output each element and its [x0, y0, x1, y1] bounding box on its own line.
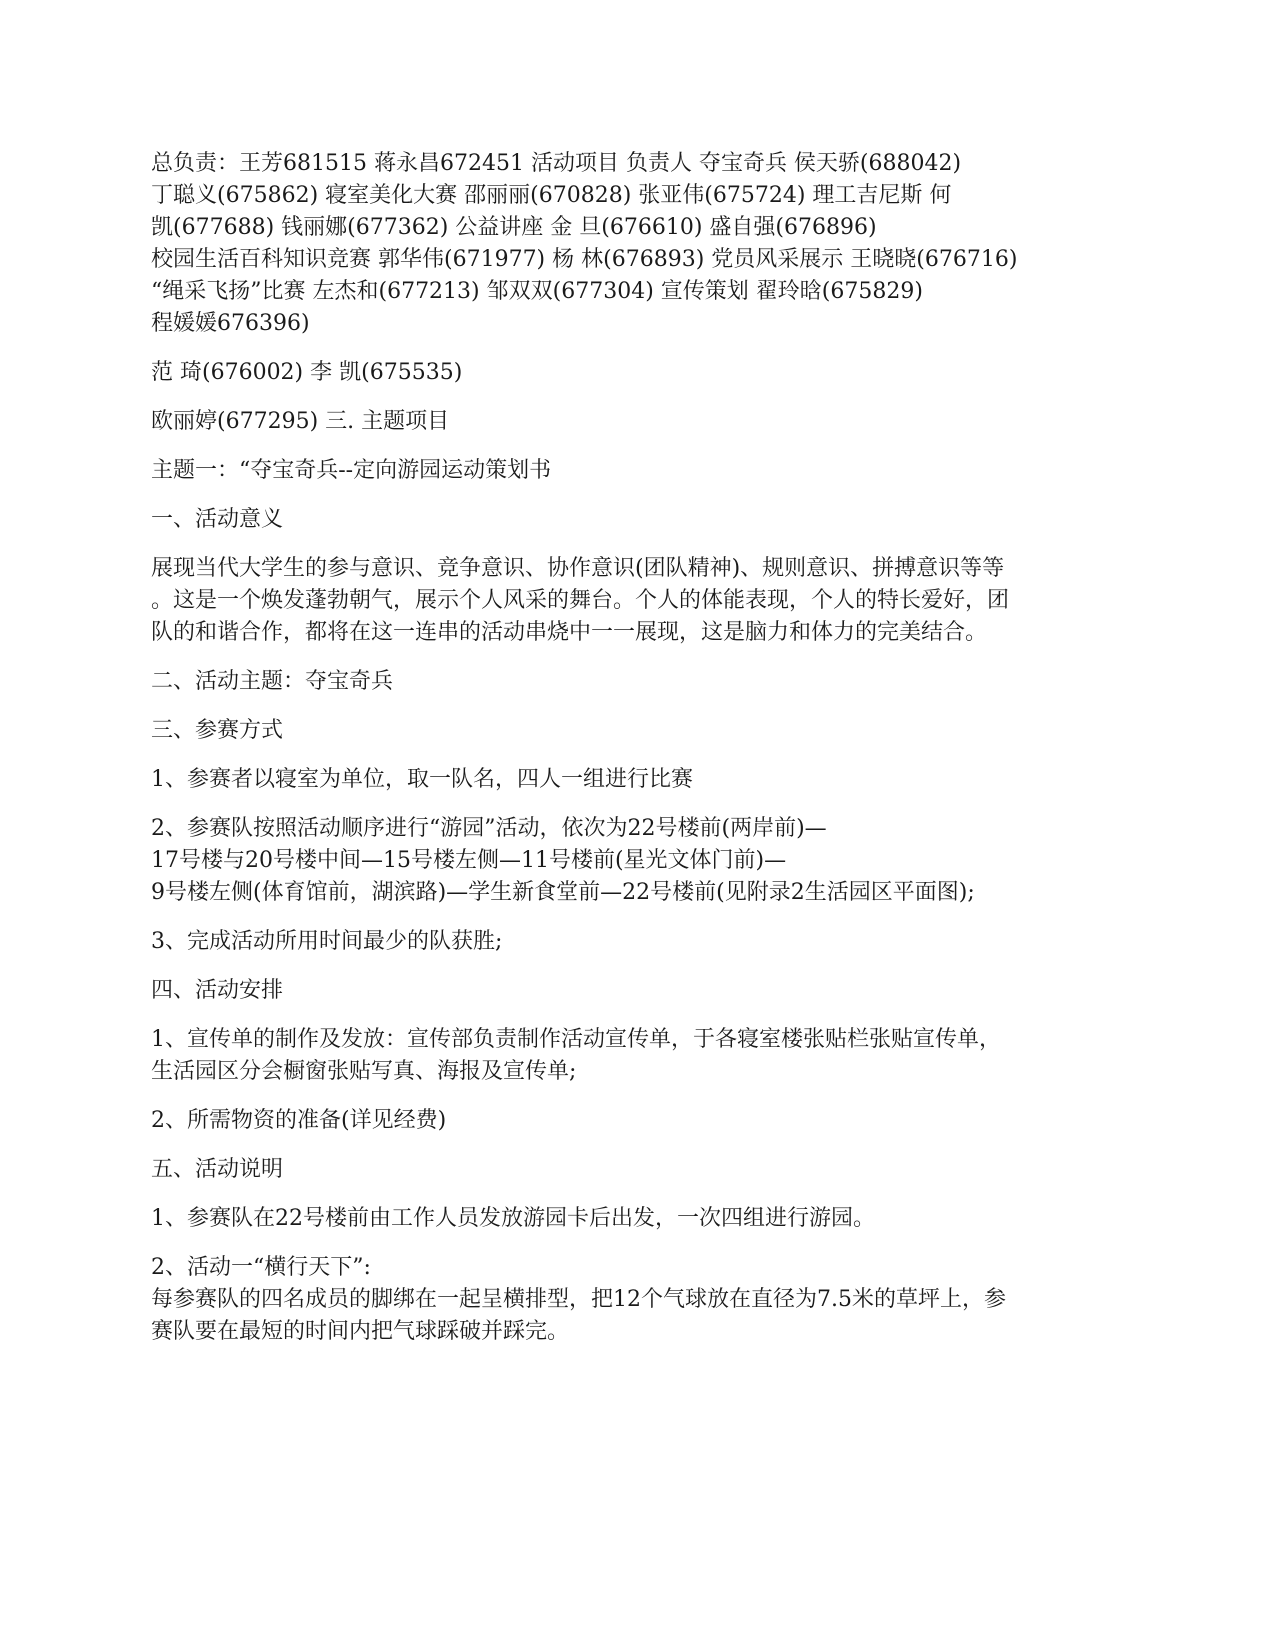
heading-activity-description [151, 1154, 1111, 1186]
text-line: 二、活动主题：夺宝奇兵 [151, 669, 394, 694]
list-item [151, 764, 1111, 796]
text-line: 欧丽婷(677295) 三. 主题项目 [151, 409, 450, 434]
list-item [151, 1105, 1111, 1137]
text-line: 范 琦(676002) 李 凯(675535) [151, 360, 463, 385]
text-line: 9号楼左侧(体育馆前，湖滨路)—学生新食堂前—22号楼前(见附录2生活园区平面图); [151, 880, 975, 905]
text-line: 每参赛队的四名成员的脚绑在一起呈横排型，把12个气球放在直径为7.5米的草坪上，参 [151, 1287, 1006, 1312]
heading-participation-method [151, 715, 1111, 747]
paragraph-section-three [151, 406, 1111, 438]
document-page [151, 148, 1111, 1365]
text-line: 展现当代大学生的参与意识、竞争意识、协作意识(团队精神)、规则意识、拼搏意识等等 [151, 556, 1005, 581]
text-line: “绳采飞扬”比赛 左杰和(677213) 邹双双(677304) 宣传策划 翟玲晗(675829) [151, 279, 923, 304]
list-item [151, 1024, 1111, 1088]
paragraph-responsibility-list [151, 148, 1111, 340]
text-line: 生活园区分会橱窗张贴写真、海报及宣传单; [151, 1059, 577, 1084]
text-line: 队的和谐合作，都将在这一连串的活动串烧中一一展现，这是脑力和体力的完美结合。 [151, 620, 988, 645]
text-line: 3、完成活动所用时间最少的队获胜; [151, 929, 503, 954]
text-line: 2、参赛队按照活动顺序进行“游园”活动，依次为22号楼前(两岸前)— [151, 816, 827, 841]
list-item [151, 926, 1111, 958]
text-line: 1、参赛队在22号楼前由工作人员发放游园卡后出发，一次四组进行游园。 [151, 1206, 875, 1231]
list-item [151, 1252, 1111, 1348]
list-item [151, 813, 1111, 909]
text-line: 2、所需物资的准备(详见经费) [151, 1108, 447, 1133]
heading-activity-significance [151, 504, 1111, 536]
text-line: 四、活动安排 [151, 978, 284, 1003]
text-line: 三、参赛方式 [151, 718, 284, 743]
text-line: 1、宣传单的制作及发放：宣传部负责制作活动宣传单，于各寝室楼张贴栏张贴宣传单， [151, 1027, 1001, 1052]
text-line: 2、活动一“横行天下”: [151, 1255, 371, 1280]
text-line: 17号楼与20号楼中间—15号楼左侧—11号楼前(星光文体门前)— [151, 848, 787, 873]
text-line: 校园生活百科知识竞赛 郭华伟(671977) 杨 林(676893) 党员风采展示 王晓晓(676716) [151, 247, 1018, 272]
text-line: 程媛媛676396) [151, 311, 310, 336]
heading-activity-theme [151, 666, 1111, 698]
text-line: 五、活动说明 [151, 1157, 284, 1182]
paragraph-names [151, 357, 1111, 389]
list-item [151, 1203, 1111, 1235]
text-line: 1、参赛者以寝室为单位，取一队名，四人一组进行比赛 [151, 767, 693, 792]
text-line: 赛队要在最短的时间内把气球踩破并踩完。 [151, 1319, 570, 1344]
text-line: 一、活动意义 [151, 507, 284, 532]
text-line: 丁聪义(675862) 寝室美化大赛 邵丽丽(670828) 张亚伟(675724) 理工吉尼斯 何 [151, 183, 952, 208]
paragraph-significance-body [151, 553, 1111, 649]
text-line: 。这是一个焕发蓬勃朝气，展示个人风采的舞台。个人的体能表现，个人的特长爱好，团 [151, 588, 1010, 613]
text-line: 主题一：“夺宝奇兵--定向游园运动策划书 [151, 458, 552, 483]
text-line: 凯(677688) 钱丽娜(677362) 公益讲座 金 旦(676610) 盛自强(676896) [151, 215, 877, 240]
heading-activity-arrangement [151, 975, 1111, 1007]
heading-theme-one [151, 455, 1111, 487]
text-line: 总负责：王芳681515 蒋永昌672451 活动项目 负责人 夺宝奇兵 侯天骄(688042) [151, 151, 962, 176]
